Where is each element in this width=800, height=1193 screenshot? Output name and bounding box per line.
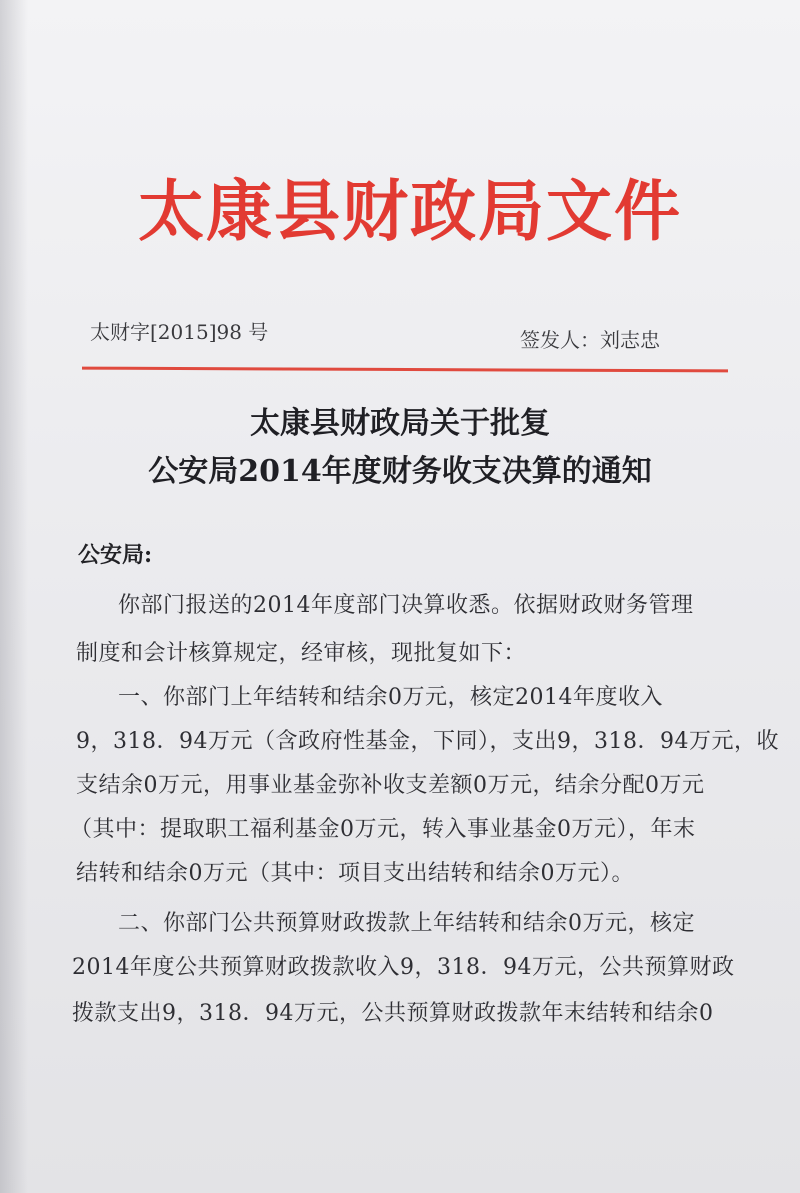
body-line: 你部门报送的2014年度部门决算收悉。依据财政财务管理 — [118, 593, 694, 618]
recipient: 公安局: — [78, 542, 153, 568]
body-line: 9，318．94万元（含政府性基金，下同），支出9，318．94万元，收 — [76, 729, 779, 754]
body-line: （其中：提取职工福利基金0万元，转入事业基金0万元），年末 — [70, 817, 696, 842]
red-divider-line — [82, 367, 728, 373]
body-line: 2014年度公共预算财政拨款收入9，318．94万元，公共预算财政 — [72, 955, 735, 980]
notice-title-line-1: 太康县财政局关于批复 — [250, 406, 550, 441]
issuer-signature: 签发人：刘志忠 — [520, 328, 660, 352]
document-number: 太财字[2015]98 号 — [90, 320, 269, 344]
body-line: 结转和结余0万元（其中：项目支出结转和结余0万元）。 — [76, 861, 634, 886]
page-edge-shadow — [0, 0, 28, 1193]
body-line: 拨款支出9，318．94万元，公共预算财政拨款年末结转和结余0 — [72, 1001, 714, 1026]
body-line: 二、你部门公共预算财政拨款上年结转和结余0万元，核定 — [118, 911, 695, 936]
notice-title-line-2: 公安局2014年度财务收支决算的通知 — [148, 454, 652, 489]
body-line: 支结余0万元，用事业基金弥补收支差额0万元，结余分配0万元 — [76, 773, 705, 798]
header-title: 太康县财政局文件 — [138, 172, 682, 250]
body-line: 制度和会计核算规定，经审核，现批复如下： — [76, 641, 527, 666]
body-line: 一、你部门上年结转和结余0万元，核定2014年度收入 — [118, 685, 663, 710]
